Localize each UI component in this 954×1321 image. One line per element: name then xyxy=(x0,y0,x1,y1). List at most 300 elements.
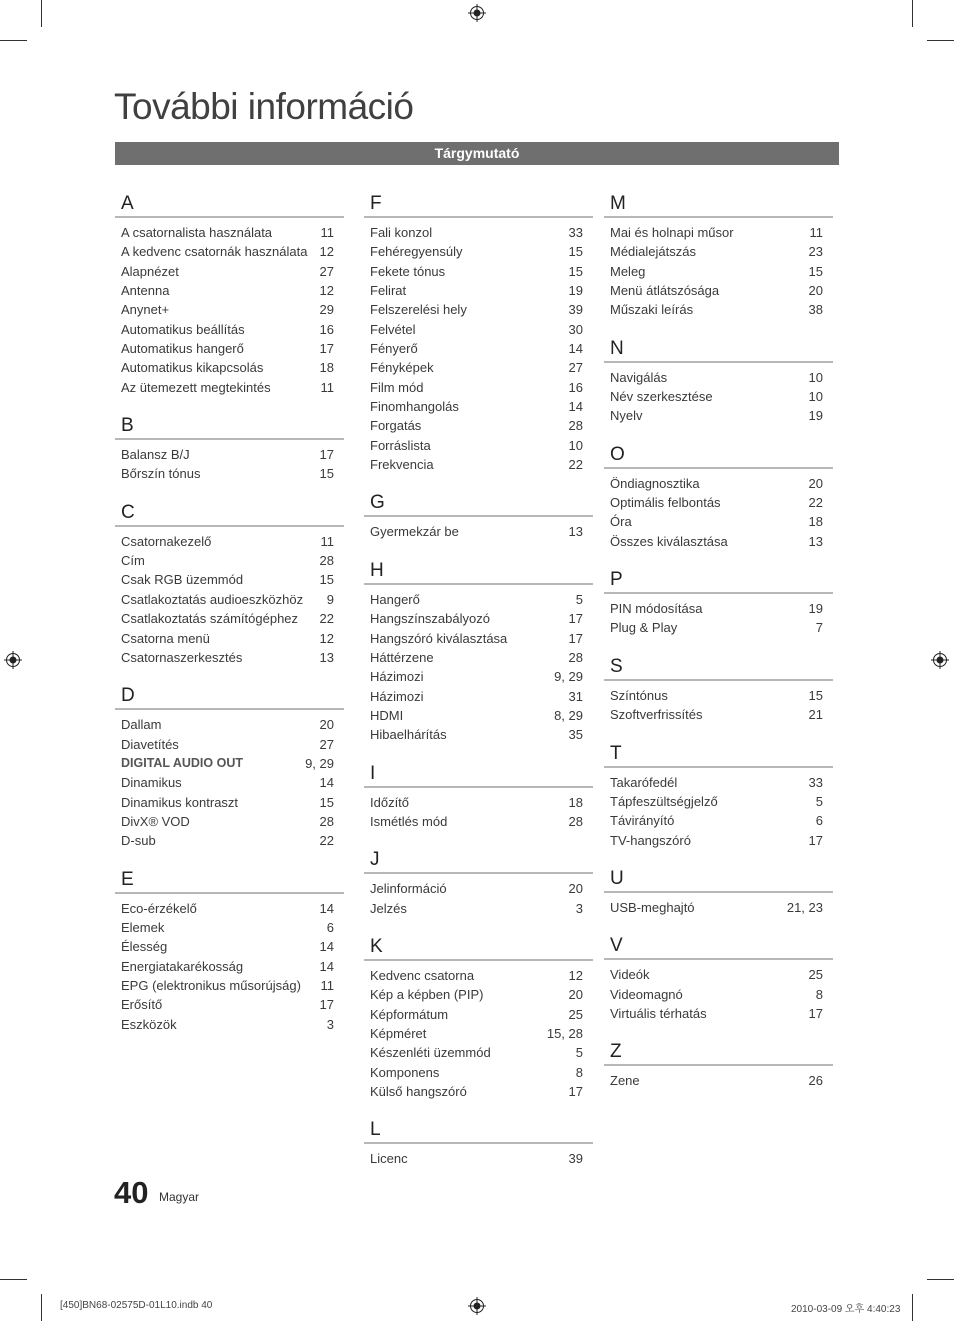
registration-mark-icon xyxy=(931,651,949,669)
index-entry-pages: 8 xyxy=(815,986,823,1002)
index-entry-term: Színtónus xyxy=(610,687,668,703)
index-entry-pages: 15 xyxy=(319,572,334,588)
index-entry-term: Felvétel xyxy=(370,321,416,337)
index-entry xyxy=(604,532,833,551)
index-entry-term: Távirányító xyxy=(610,813,675,829)
index-entry-pages: 19 xyxy=(568,283,583,299)
index-entry xyxy=(115,609,344,628)
index-entry-list xyxy=(604,686,833,725)
index-entry xyxy=(364,793,593,812)
crop-mark xyxy=(927,1279,954,1280)
index-entry-term: Csatlakoztatás audioeszközhöz xyxy=(121,591,304,607)
index-entry-term: Óra xyxy=(610,514,632,530)
index-entry xyxy=(364,436,593,455)
index-entry-pages: 12 xyxy=(568,967,583,983)
index-entry-term: DivX® VOD xyxy=(121,813,190,829)
index-entry-pages: 20 xyxy=(568,987,583,1003)
index-entry-pages: 10 xyxy=(808,389,823,405)
index-entry-term: Fehéregyensúly xyxy=(370,244,463,260)
index-entry-pages: 12 xyxy=(319,283,334,299)
index-entry xyxy=(364,397,593,416)
index-entry-pages: 15, 28 xyxy=(546,1025,583,1041)
index-entry-term: DIGITAL AUDIO OUT xyxy=(121,755,243,770)
index-letter: O xyxy=(604,443,833,469)
index-entry-term: Licenc xyxy=(370,1151,408,1167)
index-entry-pages: 5 xyxy=(575,1045,583,1061)
index-letter: P xyxy=(604,568,833,594)
index-entry-pages: 14 xyxy=(568,341,583,357)
index-entry xyxy=(364,899,593,918)
index-entry-list xyxy=(115,223,344,397)
index-entry-pages: 20 xyxy=(568,881,583,897)
index-entry xyxy=(115,378,344,397)
index-entry-term: Felirat xyxy=(370,283,407,299)
index-entry xyxy=(364,629,593,648)
index-entry-term: Erősítő xyxy=(121,997,163,1013)
index-entry xyxy=(115,242,344,261)
index-entry-pages: 12 xyxy=(319,244,334,260)
index-entry-term: Alapnézet xyxy=(121,263,179,279)
index-entry-term: Menü átlátszósága xyxy=(610,283,720,299)
index-entry-pages: 27 xyxy=(319,263,334,279)
index-entry-pages: 7 xyxy=(815,620,823,636)
index-entry-term: TV-hangszóró xyxy=(610,832,691,848)
index-entry-term: Automatikus beállítás xyxy=(121,321,245,337)
index-entry-term: Forgatás xyxy=(370,418,422,434)
index-entry-pages: 15 xyxy=(568,263,583,279)
index-entry xyxy=(364,300,593,319)
index-entry-pages: 17 xyxy=(319,447,334,463)
index-entry xyxy=(115,918,344,937)
index-entry-list xyxy=(364,522,593,541)
index-entry-term: Dinamikus kontraszt xyxy=(121,794,239,810)
index-entry xyxy=(115,262,344,281)
index-entry xyxy=(604,686,833,705)
index-entry-term: Képformátum xyxy=(370,1006,449,1022)
index-entry xyxy=(364,455,593,474)
index-entry xyxy=(115,831,344,850)
index-entry-pages: 27 xyxy=(568,360,583,376)
index-entry-pages: 30 xyxy=(568,321,583,337)
index-section xyxy=(604,655,833,725)
index-entry-list xyxy=(604,898,833,917)
index-entry-pages: 20 xyxy=(808,475,823,491)
crop-mark xyxy=(927,40,954,41)
index-entry xyxy=(604,281,833,300)
index-entry-pages: 21, 23 xyxy=(786,899,823,915)
index-entry-list xyxy=(604,474,833,551)
crop-mark xyxy=(0,40,27,41)
index-entry-term: Finomhangolás xyxy=(370,399,459,415)
index-entry xyxy=(604,242,833,261)
crop-mark xyxy=(0,1279,27,1280)
index-entry xyxy=(115,590,344,609)
index-entry-term: Dinamikus xyxy=(121,775,182,791)
index-entry-pages: 11 xyxy=(320,533,334,549)
index-entry-term: Háttérzene xyxy=(370,649,434,665)
index-entry xyxy=(604,985,833,1004)
index-entry-term: Takarófedél xyxy=(610,774,678,790)
index-entry-term: Meleg xyxy=(610,263,646,279)
index-entry-term: Bőrszín tónus xyxy=(121,466,201,482)
index-entry-term: Film mód xyxy=(370,379,424,395)
index-entry xyxy=(604,493,833,512)
index-column-1 xyxy=(115,192,344,1051)
index-letter: B xyxy=(115,414,344,440)
index-entry xyxy=(115,464,344,483)
index-letter: G xyxy=(364,491,593,517)
index-entry-term: D-sub xyxy=(121,833,156,849)
index-entry xyxy=(604,965,833,984)
index-letter: Z xyxy=(604,1040,833,1066)
index-entry xyxy=(364,1043,593,1062)
index-entry xyxy=(115,339,344,358)
index-section xyxy=(604,568,833,638)
index-entry-term: Szoftverfrissítés xyxy=(610,707,703,723)
index-entry-pages: 39 xyxy=(568,1151,583,1167)
index-entry xyxy=(364,812,593,831)
index-entry-pages: 28 xyxy=(568,418,583,434)
index-entry xyxy=(604,599,833,618)
index-entry-term: Forráslista xyxy=(370,437,431,453)
index-entry xyxy=(604,262,833,281)
index-entry xyxy=(364,242,593,261)
index-letter: D xyxy=(115,684,344,710)
registration-mark-icon xyxy=(4,651,22,669)
index-entry-pages: 14 xyxy=(319,775,334,791)
index-entry-term: Készenléti üzemmód xyxy=(370,1045,491,1061)
index-entry xyxy=(115,300,344,319)
index-entry-pages: 17 xyxy=(808,832,823,848)
index-entry-term: Csak RGB üzemmód xyxy=(121,572,244,588)
index-entry-term: Jelzés xyxy=(370,900,407,916)
index-section xyxy=(604,337,833,426)
index-section xyxy=(364,935,593,1101)
index-entry-pages: 23 xyxy=(808,244,823,260)
index-section xyxy=(364,762,593,832)
index-entry xyxy=(115,899,344,918)
index-entry-list xyxy=(115,532,344,667)
index-entry xyxy=(604,773,833,792)
index-letter: M xyxy=(604,192,833,218)
index-entry-pages: 3 xyxy=(575,900,583,916)
index-entry-pages: 17 xyxy=(319,341,334,357)
index-entry-pages: 9, 29 xyxy=(554,669,583,685)
index-entry-pages: 18 xyxy=(808,514,823,530)
index-entry-pages: 35 xyxy=(568,727,583,743)
index-entry xyxy=(364,985,593,1004)
index-entry-list xyxy=(364,793,593,832)
index-entry-term: Csatornakezelő xyxy=(121,533,212,549)
index-entry-term: Külső hangszóró xyxy=(370,1084,467,1099)
index-section xyxy=(604,934,833,1023)
index-entry xyxy=(364,522,593,541)
index-letter: L xyxy=(364,1118,593,1144)
index-entry-list xyxy=(364,879,593,918)
index-entry-pages: 33 xyxy=(808,774,823,790)
index-entry-term: Elemek xyxy=(121,919,165,935)
index-entry xyxy=(604,300,833,319)
index-entry-pages: 5 xyxy=(575,591,583,607)
index-section xyxy=(604,742,833,850)
index-letter: K xyxy=(364,935,593,961)
index-entry-term: Kép a képben (PIP) xyxy=(370,987,484,1003)
index-entry-list xyxy=(115,445,344,484)
index-entry xyxy=(115,976,344,995)
index-entry-term: Kedvenc csatorna xyxy=(370,967,475,983)
index-entry-term: Összes kiválasztása xyxy=(610,533,728,549)
index-entry-term: Fényképek xyxy=(370,360,434,376)
crop-mark xyxy=(41,0,42,27)
crop-mark xyxy=(912,1294,913,1321)
index-entry xyxy=(115,223,344,242)
index-entry-term: Időzítő xyxy=(370,794,410,810)
index-entry-term: Hangszóró kiválasztása xyxy=(370,630,508,646)
index-entry-pages: 15 xyxy=(808,263,823,279)
index-letter: F xyxy=(364,192,593,218)
index-entry-term: Virtuális térhatás xyxy=(610,1005,707,1021)
index-entry xyxy=(364,1082,593,1101)
index-entry-pages: 22 xyxy=(319,611,334,627)
print-timestamp: 2010-03-09 오후 4:40:23 xyxy=(791,1304,901,1315)
index-entry xyxy=(604,705,833,724)
index-entry-term: Mai és holnapi műsor xyxy=(610,225,734,240)
index-entry-pages: 17 xyxy=(568,630,583,646)
index-entry-term: PIN módosítása xyxy=(610,601,703,617)
index-entry-pages: 15 xyxy=(568,244,583,260)
index-entry-pages: 28 xyxy=(319,553,334,569)
index-letter: A xyxy=(115,192,344,218)
index-column-3 xyxy=(604,192,833,1108)
index-entry-term: Név szerkesztése xyxy=(610,389,713,405)
index-entry-pages: 25 xyxy=(808,967,823,983)
index-entry xyxy=(115,320,344,339)
index-entry-pages: 8, 29 xyxy=(554,707,583,723)
index-entry-term: Gyermekzár be xyxy=(370,524,459,540)
index-entry-term: Energiatakarékosság xyxy=(121,958,244,974)
index-section xyxy=(115,414,344,484)
index-letter: C xyxy=(115,501,344,527)
index-entry-pages: 22 xyxy=(568,457,583,473)
index-entry-pages: 28 xyxy=(319,813,334,829)
index-entry-pages: 13 xyxy=(319,649,334,665)
index-entry-pages: 13 xyxy=(568,524,583,540)
index-entry xyxy=(115,735,344,754)
index-entry xyxy=(364,648,593,667)
registration-mark-icon xyxy=(468,4,486,22)
index-entry-pages: 38 xyxy=(808,302,823,318)
index-entry-term: Fali konzol xyxy=(370,225,433,240)
index-entry-term: Csatlakoztatás számítógéphez xyxy=(121,611,299,627)
index-entry-pages: 26 xyxy=(808,1073,823,1089)
index-entry xyxy=(604,1071,833,1090)
index-entry-pages: 18 xyxy=(319,360,334,376)
index-entry xyxy=(604,387,833,406)
index-entry xyxy=(604,1004,833,1023)
page-title: További információ xyxy=(114,86,414,127)
index-section xyxy=(115,868,344,1034)
index-entry-term: Komponens xyxy=(370,1064,440,1080)
index-entry-pages: 17 xyxy=(568,611,583,627)
index-entry-term: Zene xyxy=(610,1073,640,1089)
index-section xyxy=(364,491,593,541)
index-entry-pages: 27 xyxy=(319,736,334,752)
index-entry xyxy=(364,725,593,744)
index-entry-term: Felszerelési hely xyxy=(370,302,467,318)
index-entry-term: USB-meghajtó xyxy=(610,899,695,915)
index-entry-term: Hibaelhárítás xyxy=(370,727,447,743)
index-entry xyxy=(364,320,593,339)
index-entry-pages: 14 xyxy=(319,939,334,955)
index-entry-list xyxy=(364,223,593,474)
index-entry-pages: 28 xyxy=(568,813,583,829)
index-entry-list xyxy=(604,1071,833,1090)
index-entry xyxy=(604,512,833,531)
index-entry-term: Diavetítés xyxy=(121,736,179,752)
index-entry-term: Nyelv xyxy=(610,408,643,424)
index-letter: E xyxy=(115,868,344,894)
index-entry-term: A kedvenc csatornák használata xyxy=(121,244,308,260)
index-entry-pages: 20 xyxy=(319,717,334,733)
index-entry xyxy=(604,474,833,493)
index-entry-pages: 19 xyxy=(808,408,823,424)
index-entry-term: Fényerő xyxy=(370,341,418,357)
index-entry-pages: 17 xyxy=(808,1005,823,1021)
index-entry-pages: 20 xyxy=(808,283,823,299)
index-entry-term: Automatikus hangerő xyxy=(121,341,244,357)
index-entry-term: Hangszínszabályozó xyxy=(370,611,490,627)
index-letter: V xyxy=(604,934,833,960)
index-section xyxy=(604,443,833,551)
index-entry xyxy=(364,358,593,377)
index-entry xyxy=(364,378,593,397)
index-entry-term: Az ütemezett megtekintés xyxy=(121,379,271,395)
index-entry-term: Házimozi xyxy=(370,669,424,685)
index-entry-pages: 17 xyxy=(319,997,334,1013)
index-entry xyxy=(115,793,344,812)
index-entry-pages: 18 xyxy=(568,794,583,810)
index-section xyxy=(364,1118,593,1168)
index-entry-list xyxy=(604,599,833,638)
index-entry-pages: 33 xyxy=(568,225,583,240)
index-entry xyxy=(604,792,833,811)
index-section xyxy=(364,559,593,745)
index-entry xyxy=(604,811,833,830)
index-entry-pages: 16 xyxy=(568,379,583,395)
index-entry-pages: 6 xyxy=(815,813,823,829)
index-entry-term: Videomagnó xyxy=(610,986,683,1002)
index-entry-pages: 14 xyxy=(319,900,334,916)
crop-mark xyxy=(912,0,913,27)
index-entry-pages: 10 xyxy=(568,437,583,453)
index-entry xyxy=(604,898,833,917)
index-entry-term: Frekvencia xyxy=(370,457,434,473)
index-entry xyxy=(364,687,593,706)
index-entry-term: Tápfeszültségjelző xyxy=(610,793,718,809)
index-entry xyxy=(364,281,593,300)
page-language: Magyar xyxy=(159,1190,200,1204)
index-entry xyxy=(364,966,593,985)
index-section xyxy=(364,848,593,918)
index-entry xyxy=(364,1024,593,1043)
index-entry xyxy=(364,339,593,358)
index-entry xyxy=(364,223,593,242)
index-entry xyxy=(115,648,344,667)
index-entry xyxy=(115,937,344,956)
index-entry-pages: 15 xyxy=(319,794,334,810)
index-entry-term: Eco-érzékelő xyxy=(121,900,197,916)
index-entry-pages: 3 xyxy=(326,1016,334,1032)
index-letter: H xyxy=(364,559,593,585)
index-entry-list xyxy=(604,773,833,850)
index-entry-term: Házimozi xyxy=(370,688,424,704)
index-entry-list xyxy=(604,965,833,1023)
index-letter: J xyxy=(364,848,593,874)
index-entry-pages: 12 xyxy=(319,630,334,646)
index-section xyxy=(115,501,344,667)
index-entry-list xyxy=(364,590,593,745)
index-letter: S xyxy=(604,655,833,681)
index-entry-pages: 14 xyxy=(319,958,334,974)
index-entry-term: Automatikus kikapcsolás xyxy=(121,360,264,376)
index-entry-term: A csatornalista használata xyxy=(121,225,273,240)
index-entry-pages: 14 xyxy=(568,399,583,415)
index-entry-list xyxy=(364,1149,593,1168)
index-entry xyxy=(364,667,593,686)
index-entry-term: Műszaki leírás xyxy=(610,302,694,318)
index-entry-pages: 15 xyxy=(808,687,823,703)
index-entry xyxy=(604,618,833,637)
index-entry-pages: 21 xyxy=(808,707,823,723)
index-entry xyxy=(604,406,833,425)
index-entry xyxy=(364,416,593,435)
index-entry-pages: 25 xyxy=(568,1006,583,1022)
index-entry xyxy=(364,262,593,281)
index-section xyxy=(604,1040,833,1090)
index-entry xyxy=(604,368,833,387)
index-entry-pages: 9, 29 xyxy=(305,755,334,771)
index-entry-term: Csatornaszerkesztés xyxy=(121,649,243,665)
index-entry-term: Navigálás xyxy=(610,369,668,385)
index-entry xyxy=(604,223,833,242)
index-entry-term: Plug & Play xyxy=(610,620,678,636)
index-entry-pages: 28 xyxy=(568,649,583,665)
index-letter: I xyxy=(364,762,593,788)
index-entry-pages: 19 xyxy=(808,601,823,617)
index-entry xyxy=(364,1005,593,1024)
index-entry-pages: 22 xyxy=(808,495,823,511)
index-entry-term: Képméret xyxy=(370,1025,427,1041)
index-entry xyxy=(115,570,344,589)
index-section xyxy=(115,684,344,850)
index-entry-pages: 10 xyxy=(808,369,823,385)
index-entry xyxy=(115,1015,344,1034)
print-file-info: [450]BN68-02575D-01L10.indb 40 xyxy=(60,1300,213,1311)
index-entry-pages: 11 xyxy=(809,225,823,240)
index-section xyxy=(604,867,833,917)
index-entry-pages: 8 xyxy=(575,1064,583,1080)
index-entry-term: Ismétlés mód xyxy=(370,813,448,829)
index-entry-list xyxy=(364,966,593,1101)
index-entry-pages: 6 xyxy=(326,919,334,935)
crop-mark xyxy=(41,1294,42,1321)
index-entry-pages: 15 xyxy=(319,466,334,482)
index-entry-term: Fekete tónus xyxy=(370,263,446,279)
registration-mark-icon xyxy=(468,1297,486,1315)
index-entry xyxy=(115,754,344,773)
index-entry-term: HDMI xyxy=(370,707,404,723)
index-entry-term: Eszközök xyxy=(121,1016,177,1032)
